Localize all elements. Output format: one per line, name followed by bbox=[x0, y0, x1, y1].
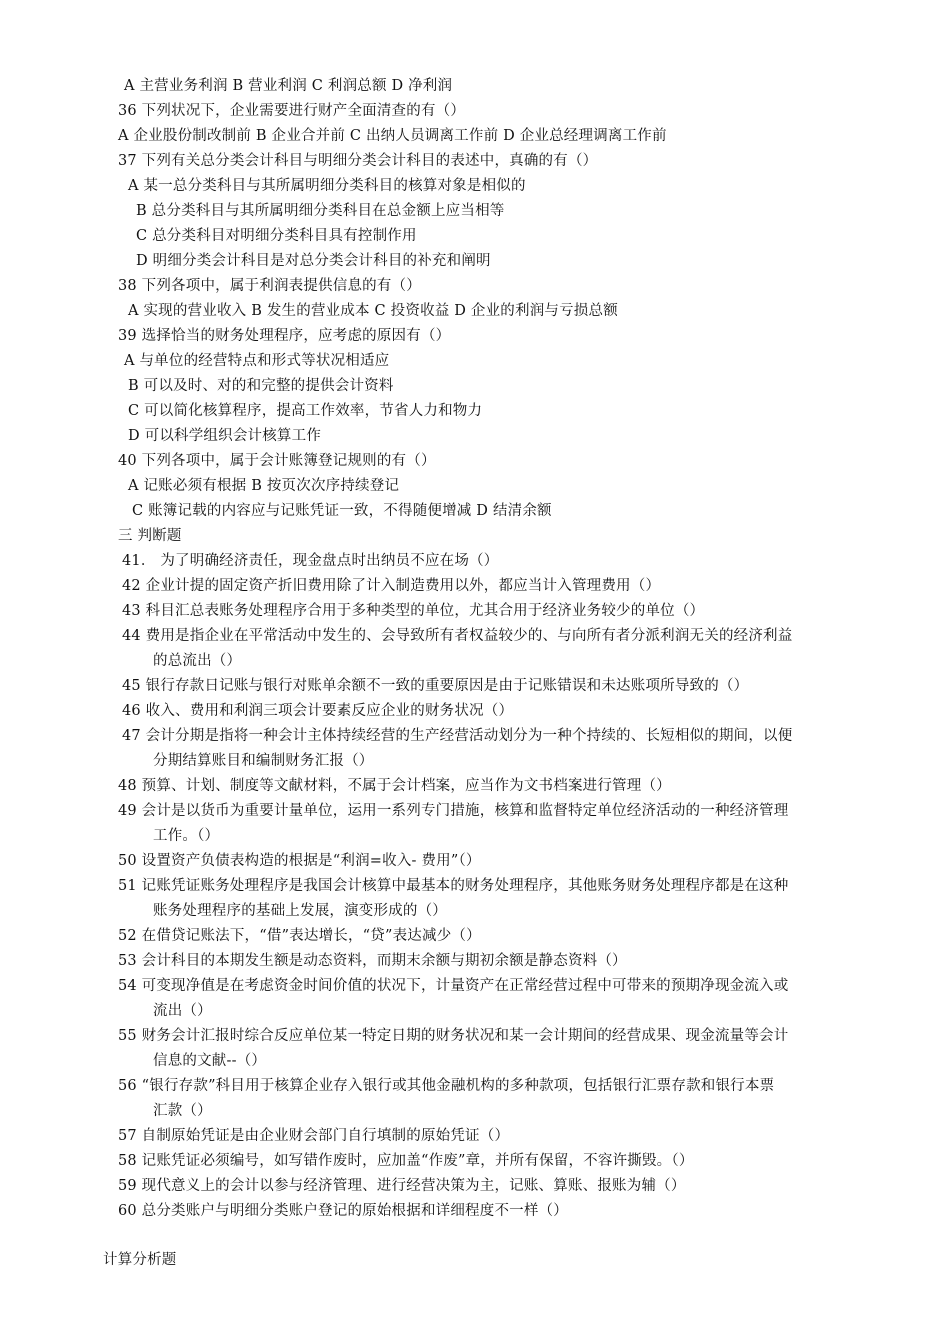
q37-option-a: A 某一总分类科目与其所属明细分类科目的核算对象是相似的 bbox=[128, 178, 526, 194]
q39-option-a: A 与单位的经营特点和形式等状况相适应 bbox=[124, 353, 390, 369]
q44-statement: 44 费用是指企业在平常活动中发生的、会导致所有者权益较少的、与向所有者分派利润无关的经济利益 bbox=[122, 628, 793, 644]
q51-statement: 51 记账凭证账务处理程序是我国会计核算中最基本的财务处理程序，其他账务财务处理程序都是在这种 bbox=[118, 878, 789, 894]
q39-question: 39 选择恰当的财务处理程序，应考虑的原因有（） bbox=[118, 328, 451, 344]
q47-statement-continued: 分期结算账目和编制财务汇报（） bbox=[153, 753, 374, 769]
q37-option-d: D 明细分类会计科目是对总分类会计科目的补充和阐明 bbox=[136, 253, 491, 269]
section-heading-calculation: 计算分析题 bbox=[103, 1252, 177, 1268]
q52-statement: 52 在借贷记账法下，“借”表达增长，“贷”表达减少（） bbox=[118, 928, 481, 944]
q59-statement: 59 现代意义上的会计以参与经济管理、进行经营决策为主，记账、算账、报账为辅（） bbox=[118, 1178, 686, 1194]
q45-statement: 45 银行存款日记账与银行对账单余额不一致的重要原因是由于记账错误和未达账项所导致的（） bbox=[122, 678, 749, 694]
q55-statement: 55 财务会计汇报时综合反应单位某一特定日期的财务状况和某一会计期间的经营成果、现金流量等会计 bbox=[118, 1028, 789, 1044]
q58-statement: 58 记账凭证必须编号，如写错作废时，应加盖“作废”章，并所有保留，不容许撕毁。（） bbox=[118, 1153, 694, 1169]
q37-question: 37 下列有关总分类会计科目与明细分类会计科目的表述中，真确的有（） bbox=[118, 153, 598, 169]
q36-options-line: A 企业股份制改制前 B 企业合并前 C 出纳人员调离工作前 D 企业总经理调离工作前 bbox=[118, 128, 667, 144]
q53-statement: 53 会计科目的本期发生额是动态资料，而期末余额与期初余额是静态资料（） bbox=[118, 953, 627, 969]
q44-statement-continued: 的总流出（） bbox=[153, 653, 242, 669]
q35-options-line: A 主营业务利润 B 营业利润 C 利润总额 D 净利润 bbox=[124, 78, 453, 94]
q57-statement: 57 自制原始凭证是由企业财会部门自行填制的原始凭证（） bbox=[118, 1128, 510, 1144]
q56-statement: 56 “银行存款”科目用于核算企业存入银行或其他金融机构的多种款项，包括银行汇票存款和银行本票 bbox=[118, 1078, 775, 1094]
q38-question: 38 下列各项中，属于利润表提供信息的有（） bbox=[118, 278, 421, 294]
q43-statement: 43 科目汇总表账务处理程序合用于多种类型的单位，尤其合用于经济业务较少的单位（） bbox=[122, 603, 705, 619]
q60-statement: 60 总分类账户与明细分类账户登记的原始根据和详细程度不一样（） bbox=[118, 1203, 568, 1219]
q54-statement-continued: 流出（） bbox=[153, 1003, 212, 1019]
q56-statement-continued: 汇款（） bbox=[153, 1103, 212, 1119]
q50-statement: 50 设置资产负债表构造的根据是“利润=收入- 费用”（） bbox=[118, 853, 481, 869]
q37-option-c: C 总分类科目对明细分类科目具有控制作用 bbox=[136, 228, 417, 244]
q40-options-ab: A 记账必须有根据 B 按页次次序持续登记 bbox=[128, 478, 400, 494]
q55-statement-continued: 信息的文献--（） bbox=[153, 1053, 267, 1069]
q37-option-b: B 总分类科目与其所属明细分类科目在总金额上应当相等 bbox=[136, 203, 505, 219]
q46-statement: 46 收入、费用和利润三项会计要素反应企业的财务状况（） bbox=[122, 703, 514, 719]
q39-option-d: D 可以科学组织会计核算工作 bbox=[128, 428, 322, 444]
q51-statement-continued: 账务处理程序的基础上发展，演变形成的（） bbox=[153, 903, 447, 919]
q41-statement: 41． 为了明确经济责任，现金盘点时出纳员不应在场（） bbox=[122, 553, 499, 569]
q40-options-cd: C 账簿记载的内容应与记账凭证一致，不得随便增减 D 结清余额 bbox=[132, 503, 552, 519]
section-heading-judgment: 三 判断题 bbox=[118, 528, 182, 544]
q40-question: 40 下列各项中，属于会计账簿登记规则的有（） bbox=[118, 453, 436, 469]
q39-option-c: C 可以简化核算程序，提高工作效率，节省人力和物力 bbox=[128, 403, 483, 419]
q38-options-line: A 实现的营业收入 B 发生的营业成本 C 投资收益 D 企业的利润与亏损总额 bbox=[128, 303, 618, 319]
q49-statement: 49 会计是以货币为重要计量单位，运用一系列专门措施，核算和监督特定单位经济活动的一种经济管理 bbox=[118, 803, 789, 819]
q48-statement: 48 预算、计划、制度等文献材料，不属于会计档案，应当作为文书档案进行管理（） bbox=[118, 778, 671, 794]
q47-statement: 47 会计分期是指将一种会计主体持续经营的生产经营活动划分为一种个持续的、长短相似的期间，以便 bbox=[122, 728, 793, 744]
q49-statement-continued: 工作。（） bbox=[153, 828, 220, 844]
q36-question: 36 下列状况下，企业需要进行财产全面清查的有（） bbox=[118, 103, 466, 119]
q42-statement: 42 企业计提的固定资产折旧费用除了计入制造费用以外，都应当计入管理费用（） bbox=[122, 578, 661, 594]
q54-statement: 54 可变现净值是在考虑资金时间价值的状况下，计量资产在正常经营过程中可带来的预期净现金流入或 bbox=[118, 978, 789, 994]
q39-option-b: B 可以及时、对的和完整的提供会计资料 bbox=[128, 378, 394, 394]
